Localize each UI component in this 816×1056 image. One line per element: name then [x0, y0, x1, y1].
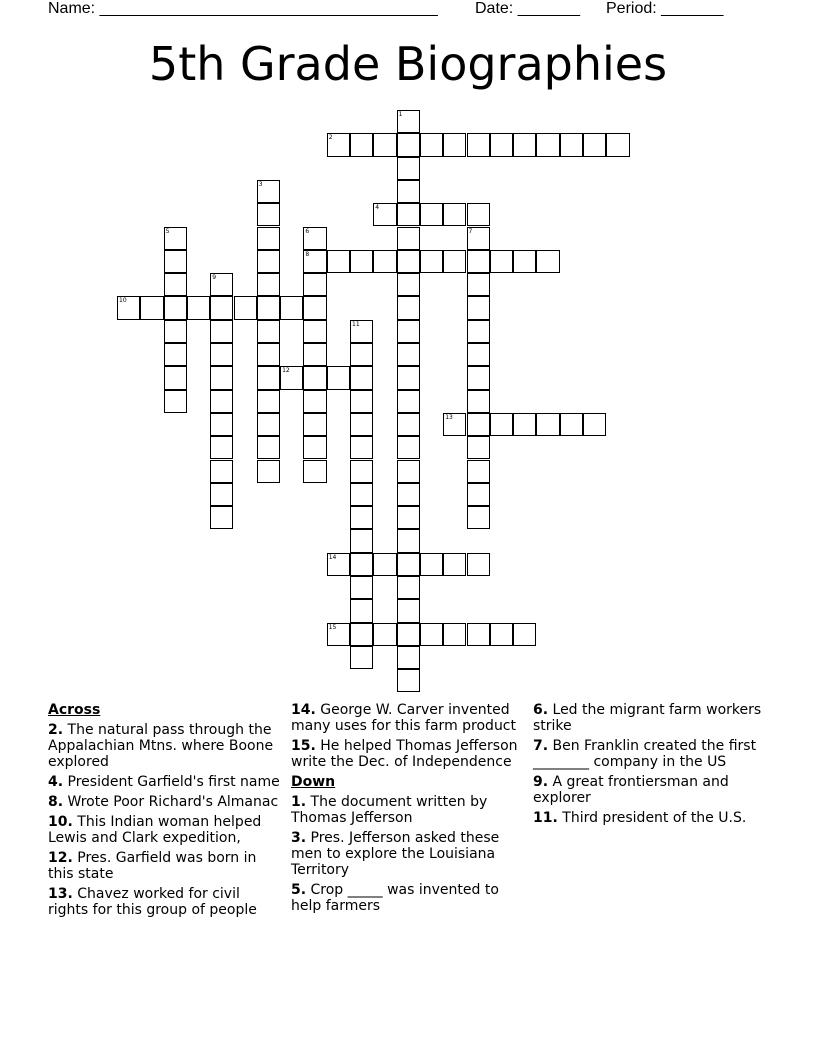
clue-text: Third president of the U.S. [562, 810, 747, 826]
grid-cell[interactable] [350, 483, 373, 506]
clue-text: Pres. Garfield was born in this state [48, 850, 257, 882]
grid-cell[interactable] [164, 250, 187, 273]
grid-cell[interactable] [397, 227, 420, 250]
grid-cell[interactable] [513, 413, 536, 436]
clue-number: 7 [468, 227, 473, 235]
grid-cell[interactable] [467, 296, 490, 319]
grid-cell[interactable] [164, 390, 187, 413]
clue-number: 5 [165, 227, 170, 235]
clue-number: 12 [282, 367, 290, 375]
clue-text: Chavez worked for civil rights for this group of people [48, 886, 257, 918]
grid-cell[interactable] [303, 390, 326, 413]
grid-cell[interactable] [210, 366, 233, 389]
grid-cell[interactable] [350, 646, 373, 669]
grid-cell[interactable] [536, 250, 559, 273]
clue-item [48, 722, 280, 770]
grid-cell[interactable] [117, 296, 140, 319]
grid-cell[interactable] [397, 623, 420, 646]
grid-cell[interactable] [467, 436, 490, 459]
clue-item [291, 738, 523, 770]
clue-item [533, 810, 765, 826]
grid-cell[interactable] [397, 296, 420, 319]
grid-cell[interactable] [350, 599, 373, 622]
clue-number-label: 14. [291, 702, 316, 718]
grid-cell[interactable] [303, 250, 326, 273]
grid-cell[interactable] [257, 343, 280, 366]
grid-cell[interactable] [350, 623, 373, 646]
clue-text: The natural pass through the Appalachian Mtns. where Boone explored [48, 722, 274, 770]
grid-cell[interactable] [303, 273, 326, 296]
grid-cell[interactable] [257, 180, 280, 203]
clue-item [291, 794, 523, 826]
clue-text: He helped Thomas Jefferson write the Dec. of Independence [291, 738, 518, 770]
grid-cell[interactable] [583, 133, 606, 156]
clue-item [291, 882, 523, 914]
grid-cell[interactable] [303, 227, 326, 250]
grid-cell[interactable] [327, 133, 350, 156]
grid-cell[interactable] [210, 460, 233, 483]
clue-number-label: 9. [533, 774, 549, 790]
clue-item [533, 738, 765, 770]
period-field-label: Period: _______ [606, 0, 724, 17]
grid-cell[interactable] [280, 296, 303, 319]
page-title: 5th Grade Biographies [148, 37, 668, 91]
grid-cell[interactable] [257, 273, 280, 296]
grid-cell[interactable] [257, 320, 280, 343]
clue-text: The document written by Thomas Jefferson [291, 794, 488, 826]
grid-cell[interactable] [397, 320, 420, 343]
grid-cell[interactable] [327, 623, 350, 646]
grid-cell[interactable] [513, 133, 536, 156]
grid-cell[interactable] [164, 296, 187, 319]
clue-text: Pres. Jefferson asked these men to explore the Louisiana Territory [291, 830, 500, 878]
grid-cell[interactable] [443, 203, 466, 226]
grid-cell[interactable] [303, 436, 326, 459]
grid-cell[interactable] [164, 343, 187, 366]
clue-number-label: 11. [533, 810, 558, 826]
grid-cell[interactable] [397, 460, 420, 483]
grid-cell[interactable] [397, 483, 420, 506]
clue-number-label: 6. [533, 702, 549, 718]
grid-cell[interactable] [467, 133, 490, 156]
grid-cell[interactable] [397, 157, 420, 180]
grid-cell[interactable] [467, 460, 490, 483]
grid-cell[interactable] [303, 460, 326, 483]
grid-cell[interactable] [210, 273, 233, 296]
grid-cell[interactable] [397, 250, 420, 273]
down-heading: Down [291, 774, 336, 790]
grid-cell[interactable] [210, 483, 233, 506]
grid-cell[interactable] [467, 366, 490, 389]
grid-cell[interactable] [280, 366, 303, 389]
grid-cell[interactable] [467, 343, 490, 366]
name-field-label: Name: ______________________________________ [48, 0, 438, 17]
grid-cell[interactable] [303, 320, 326, 343]
grid-cell[interactable] [303, 296, 326, 319]
clue-item [291, 702, 523, 734]
grid-cell[interactable] [303, 366, 326, 389]
grid-cell[interactable] [397, 133, 420, 156]
clue-number: 11 [352, 320, 360, 328]
clue-number-label: 12. [48, 850, 73, 866]
grid-cell[interactable] [397, 413, 420, 436]
clue-item [48, 850, 280, 882]
grid-cell[interactable] [350, 576, 373, 599]
grid-cell[interactable] [397, 506, 420, 529]
grid-cell[interactable] [257, 296, 280, 319]
grid-cell[interactable] [397, 180, 420, 203]
grid-cell[interactable] [164, 320, 187, 343]
grid-cell[interactable] [210, 343, 233, 366]
clue-number: 8 [305, 250, 310, 258]
grid-cell[interactable] [350, 133, 373, 156]
grid-cell[interactable] [443, 250, 466, 273]
clue-number-label: 7. [533, 738, 549, 754]
grid-cell[interactable] [443, 413, 466, 436]
grid-cell[interactable] [210, 390, 233, 413]
grid-cell[interactable] [397, 576, 420, 599]
grid-cell[interactable] [606, 133, 629, 156]
grid-cell[interactable] [350, 343, 373, 366]
across-heading: Across [48, 702, 101, 718]
clue-text: Ben Franklin created the first ________ company in the US [533, 738, 757, 770]
grid-cell[interactable] [210, 320, 233, 343]
grid-cell[interactable] [467, 506, 490, 529]
grid-cell[interactable] [397, 390, 420, 413]
grid-cell[interactable] [397, 599, 420, 622]
clue-column-3 [533, 702, 765, 830]
grid-cell[interactable] [560, 413, 583, 436]
grid-cell[interactable] [490, 623, 513, 646]
grid-cell[interactable] [397, 273, 420, 296]
grid-cell[interactable] [560, 133, 583, 156]
grid-cell[interactable] [210, 413, 233, 436]
clue-number: 14 [328, 553, 337, 561]
clue-number-label: 10. [48, 814, 73, 830]
grid-cell[interactable] [420, 553, 443, 576]
grid-cell[interactable] [373, 553, 396, 576]
grid-cell[interactable] [467, 203, 490, 226]
grid-cell[interactable] [443, 553, 466, 576]
grid-cell[interactable] [350, 320, 373, 343]
grid-cell[interactable] [420, 623, 443, 646]
grid-cell[interactable] [350, 436, 373, 459]
clue-number-label: 13. [48, 886, 73, 902]
clue-number-label: 1. [291, 794, 307, 810]
grid-cell[interactable] [164, 227, 187, 250]
grid-cell[interactable] [467, 413, 490, 436]
grid-cell[interactable] [350, 460, 373, 483]
clue-column-2 [291, 702, 523, 918]
grid-cell[interactable] [373, 250, 396, 273]
grid-cell[interactable] [420, 250, 443, 273]
grid-cell[interactable] [350, 366, 373, 389]
grid-cell[interactable] [397, 529, 420, 552]
grid-cell[interactable] [140, 296, 163, 319]
grid-cell[interactable] [513, 623, 536, 646]
grid-cell[interactable] [303, 413, 326, 436]
grid-cell[interactable] [397, 203, 420, 226]
grid-cell[interactable] [234, 296, 257, 319]
clue-text: President Garfield's first name [67, 774, 280, 790]
grid-cell[interactable] [397, 553, 420, 576]
clue-number: 1 [398, 111, 403, 118]
clue-text: George W. Carver invented many uses for this farm product [291, 702, 516, 734]
grid-cell[interactable] [490, 133, 513, 156]
clue-item [291, 830, 523, 878]
clue-item [533, 702, 765, 734]
clue-column-1 [48, 702, 280, 922]
date-field-label: Date: _______ [475, 0, 580, 17]
grid-cell[interactable] [350, 529, 373, 552]
grid-cell[interactable] [373, 623, 396, 646]
grid-cell[interactable] [350, 413, 373, 436]
clue-number-label: 5. [291, 882, 307, 898]
clue-text: Crop _____ was invented to help farmers [291, 882, 499, 914]
grid-cell[interactable] [210, 506, 233, 529]
grid-cell[interactable] [257, 250, 280, 273]
grid-cell[interactable] [373, 133, 396, 156]
clue-number-label: 15. [291, 738, 316, 754]
clue-number-label: 8. [48, 794, 64, 810]
grid-cell[interactable] [536, 413, 559, 436]
clue-text: Wrote Poor Richard's Almanac [67, 794, 279, 810]
grid-cell[interactable] [257, 390, 280, 413]
grid-cell[interactable] [420, 203, 443, 226]
grid-cell[interactable] [327, 553, 350, 576]
grid-cell[interactable] [467, 483, 490, 506]
clue-text: A great frontiersman and explorer [533, 774, 729, 806]
grid-cell[interactable] [536, 133, 559, 156]
grid-cell[interactable] [373, 203, 396, 226]
grid-cell[interactable] [210, 436, 233, 459]
grid-cell[interactable] [467, 553, 490, 576]
grid-cell[interactable] [257, 413, 280, 436]
grid-cell[interactable] [397, 343, 420, 366]
grid-cell[interactable] [583, 413, 606, 436]
clue-item [48, 794, 280, 810]
clue-number: 4 [375, 204, 380, 212]
grid-cell[interactable] [490, 250, 513, 273]
grid-cell[interactable] [327, 366, 350, 389]
grid-cell[interactable] [420, 133, 443, 156]
grid-cell[interactable] [397, 366, 420, 389]
grid-cell[interactable] [443, 623, 466, 646]
grid-cell[interactable] [397, 436, 420, 459]
clue-number: 2 [328, 134, 333, 142]
grid-cell[interactable] [210, 296, 233, 319]
grid-cell[interactable] [327, 250, 350, 273]
clue-item [48, 886, 280, 918]
grid-cell[interactable] [443, 133, 466, 156]
clue-number-label: 3. [291, 830, 307, 846]
grid-cell[interactable] [350, 390, 373, 413]
grid-cell[interactable] [397, 110, 420, 133]
grid-cell[interactable] [467, 320, 490, 343]
grid-cell[interactable] [467, 250, 490, 273]
grid-cell[interactable] [257, 460, 280, 483]
grid-cell[interactable] [303, 343, 326, 366]
clue-number-label: 2. [48, 722, 64, 738]
grid-cell[interactable] [467, 227, 490, 250]
clue-item [48, 814, 280, 846]
grid-cell[interactable] [513, 250, 536, 273]
grid-cell[interactable] [257, 436, 280, 459]
grid-cell[interactable] [257, 366, 280, 389]
grid-cell[interactable] [467, 273, 490, 296]
grid-cell[interactable] [397, 646, 420, 669]
clue-item [533, 774, 765, 806]
grid-cell[interactable] [164, 366, 187, 389]
grid-cell[interactable] [257, 227, 280, 250]
grid-cell[interactable] [164, 273, 187, 296]
clue-number: 6 [305, 227, 310, 235]
grid-cell[interactable] [397, 669, 420, 692]
clue-number: 15 [328, 623, 337, 631]
grid-cell[interactable] [350, 553, 373, 576]
grid-cell[interactable] [490, 413, 513, 436]
grid-cell[interactable] [467, 623, 490, 646]
clue-number-label: 4. [48, 774, 64, 790]
grid-cell[interactable] [187, 296, 210, 319]
clue-number: 10 [119, 297, 127, 305]
grid-cell[interactable] [257, 203, 280, 226]
clue-text: Led the migrant farm workers strike [533, 702, 762, 734]
grid-cell[interactable] [350, 506, 373, 529]
clue-number: 9 [212, 274, 217, 282]
clue-text: This Indian woman helped Lewis and Clark expedition, [48, 814, 262, 846]
clue-item [48, 774, 280, 790]
grid-cell[interactable] [467, 390, 490, 413]
grid-cell[interactable] [350, 250, 373, 273]
clue-number: 13 [445, 413, 453, 421]
clue-number: 3 [258, 180, 263, 188]
